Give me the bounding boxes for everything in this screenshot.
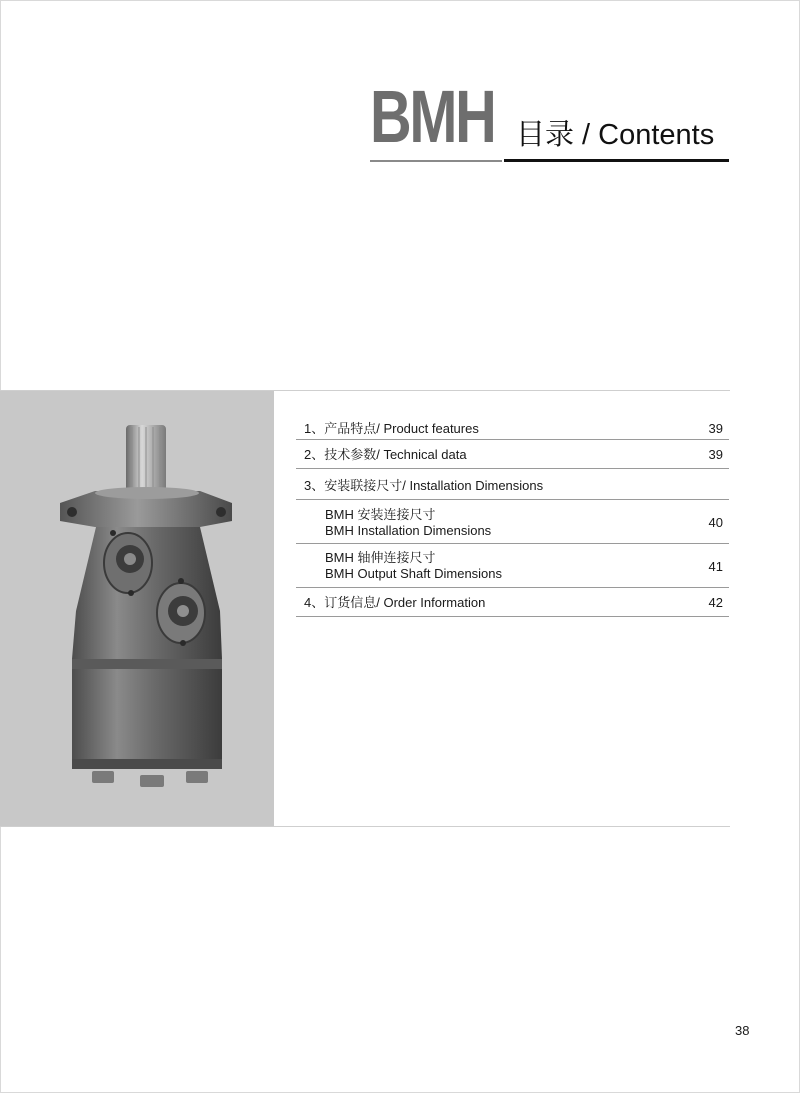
toc-subitem-label (325, 507, 491, 539)
toc-subitem-bmh-installation[interactable] (296, 500, 729, 544)
hydraulic-motor-image (0, 391, 274, 826)
toc-item-product-features[interactable] (296, 414, 729, 440)
toc-item-label: 1、产品特点/ Product features (304, 421, 479, 436)
toc-item-label: 3、安装联接尺寸/ Installation Dimensions (304, 478, 544, 493)
header-rule-black (504, 159, 729, 162)
toc-subitem-label (325, 550, 502, 582)
table-of-contents (296, 414, 729, 617)
header-rule-gray (370, 160, 502, 162)
toc-item-technical-data[interactable] (296, 440, 729, 469)
toc-item-page: 42 (708, 595, 723, 610)
page-number: 38 (735, 1023, 750, 1038)
toc-item-page: 41 (708, 559, 723, 574)
toc-item-page: 39 (708, 421, 723, 436)
product-photo-panel (0, 391, 274, 826)
toc-item-label: 2、技术参数/ Technical data (304, 447, 467, 462)
toc-subitem-label-zh: BMH 安装连接尺寸 (325, 507, 436, 522)
toc-subitem-label-en: BMH Installation Dimensions (325, 523, 492, 538)
page-title: 目录 / Contents (516, 119, 715, 151)
toc-subitem-label-en: BMH Output Shaft Dimensions (325, 566, 503, 581)
band-bottom-rule (0, 826, 730, 827)
toc-subitem-label-zh: BMH 轴伸连接尺寸 (325, 550, 436, 565)
toc-item-page: 40 (708, 515, 723, 530)
brand-logo: BMH (370, 75, 495, 158)
toc-item-order-information[interactable] (296, 588, 729, 617)
toc-item-installation-dimensions[interactable] (296, 469, 729, 500)
toc-item-label: 4、订货信息/ Order Information (304, 595, 486, 610)
toc-item-page: 39 (708, 447, 723, 462)
toc-subitem-bmh-output-shaft[interactable] (296, 544, 729, 588)
